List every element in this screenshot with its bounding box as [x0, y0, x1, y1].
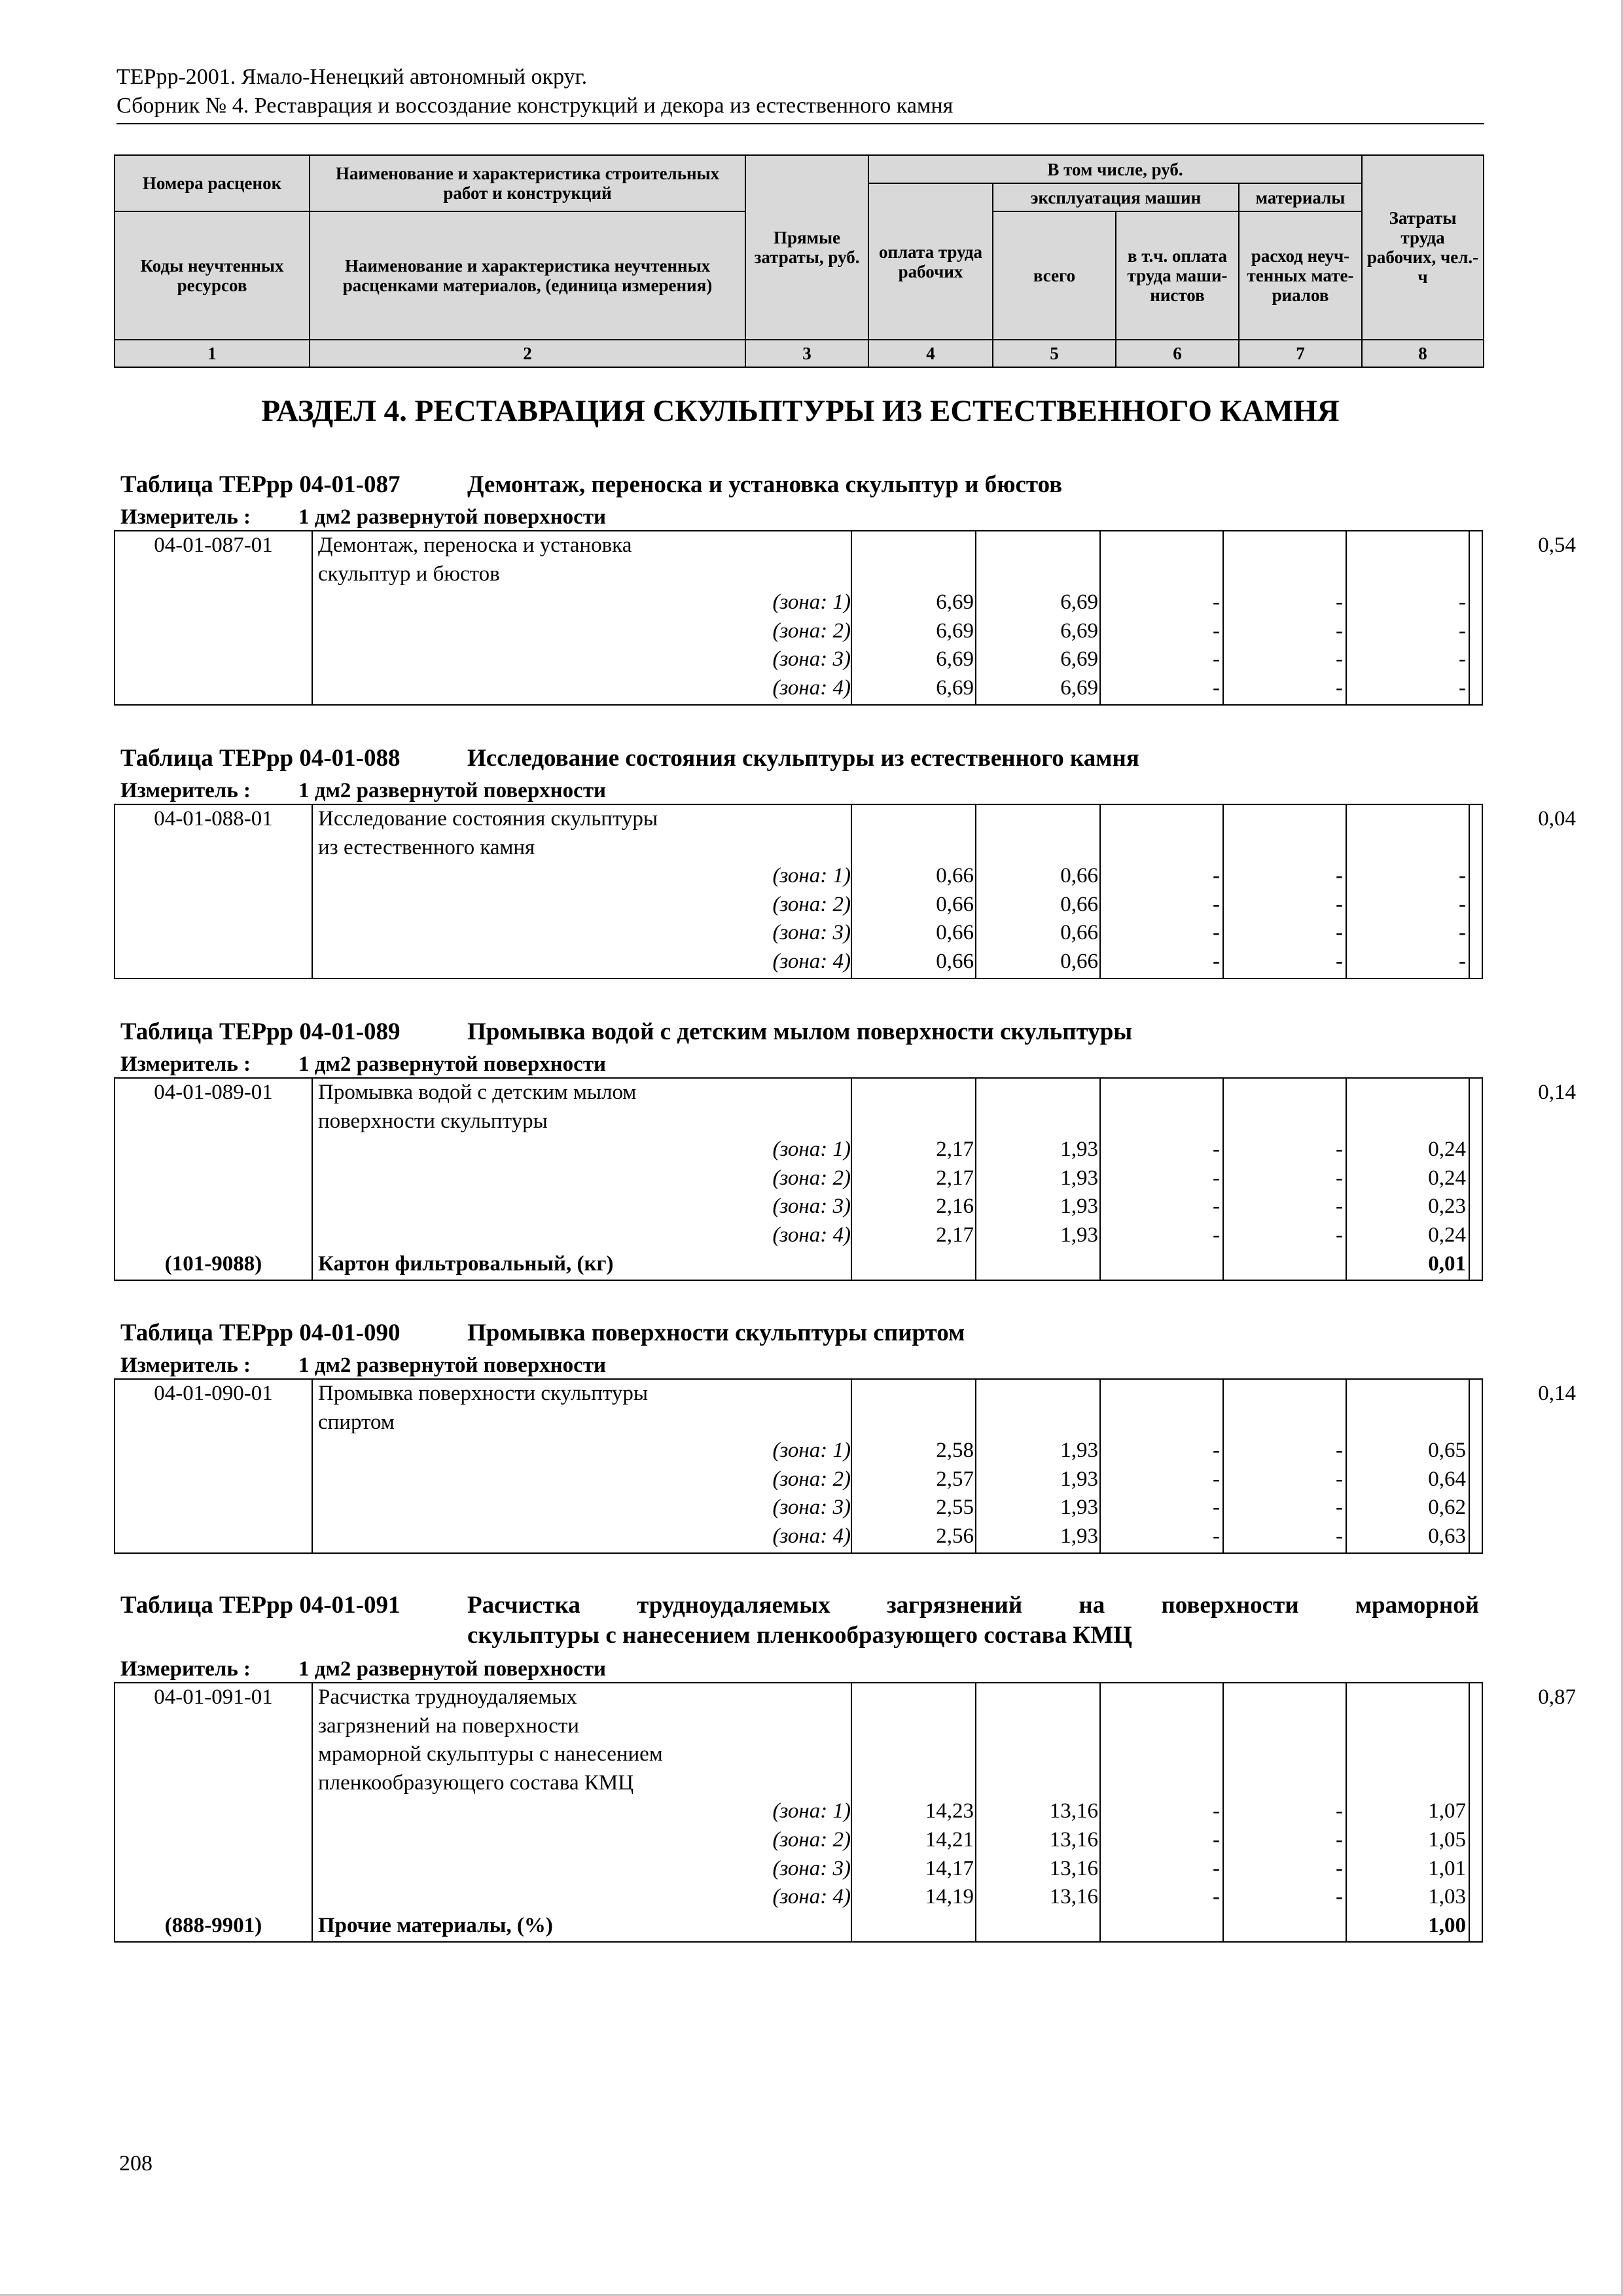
column-divider: [851, 1380, 852, 1552]
col-head-oplata-truda: оплата труда рабочих: [868, 183, 993, 340]
col-head-materialy: материалы: [1239, 183, 1362, 211]
machine-cost: -: [1213, 921, 1220, 944]
resource-code: (888-9901): [164, 1914, 262, 1937]
column-divider: [1469, 1380, 1470, 1552]
machine-cost: -: [1213, 1138, 1220, 1161]
rate-code: 04-01-090-01: [154, 1382, 273, 1405]
running-header-title: ТЕРрр-2001. Ямало-Ненецкий автономный округ.: [116, 65, 588, 89]
measure-value: 1 дм2 развернутой поверхности: [298, 1052, 607, 1076]
zone-label: (зона: 2): [772, 1166, 851, 1190]
table-title-label: Таблица ТЕРрр 04-01-087: [120, 471, 401, 498]
machine-cost: -: [1213, 1467, 1220, 1491]
direct-cost: 6,69: [936, 590, 974, 614]
col-head-raskhod: расход неуч-тенных мате-риалов: [1239, 211, 1362, 340]
rate-code: 04-01-087-01: [154, 533, 273, 557]
rate-table: [114, 1378, 1576, 1554]
column-divider: [975, 1079, 976, 1280]
zone-label: (зона: 4): [772, 1223, 851, 1247]
column-divider: [1469, 531, 1470, 704]
column-divider: [1222, 531, 1224, 704]
zone-label: (зона: 4): [772, 676, 851, 700]
column-divider: [1099, 805, 1101, 978]
zone-label: (зона: 4): [772, 1524, 851, 1548]
machine-cost: -: [1213, 1885, 1220, 1909]
rate-code: 04-01-088-01: [154, 807, 273, 831]
direct-cost: 6,69: [936, 619, 974, 643]
rate-name-line: Демонтаж, переноска и установка: [318, 533, 632, 557]
machinist-wage: -: [1336, 619, 1343, 643]
machinist-wage: -: [1336, 1138, 1343, 1161]
wage-cost: 0,66: [1060, 950, 1098, 973]
column-divider: [1346, 1380, 1347, 1552]
rate-name-line: пленкообразующего состава КМЦ: [318, 1771, 634, 1795]
labor-cost: 0,87: [1538, 1685, 1576, 1709]
measure-value: 1 дм2 развернутой поверхности: [298, 1657, 607, 1681]
rate-name-line: из естественного камня: [318, 836, 535, 859]
machinist-wage: -: [1336, 1223, 1343, 1247]
rate-code: 04-01-089-01: [154, 1081, 273, 1104]
machinist-wage: -: [1336, 1828, 1343, 1852]
zone-label: (зона: 2): [772, 893, 851, 916]
measure-line: [120, 1051, 606, 1077]
machinist-wage: -: [1336, 1467, 1343, 1491]
zone-label: (зона: 1): [772, 1439, 851, 1462]
column-divider: [1099, 1683, 1101, 1941]
column-divider: [1222, 805, 1224, 978]
machinist-wage: -: [1336, 1166, 1343, 1190]
machine-cost: -: [1213, 864, 1220, 888]
table-title: [120, 1318, 965, 1348]
resource-code: (101-9088): [164, 1252, 262, 1276]
wage-cost: 13,16: [1049, 1799, 1098, 1823]
wage-cost: 6,69: [1060, 619, 1098, 643]
direct-cost: 2,57: [936, 1467, 974, 1491]
table-title: [120, 470, 1062, 500]
col-num-6: 6: [1116, 340, 1239, 367]
direct-cost: 2,17: [936, 1166, 974, 1190]
table-title-word: на: [1079, 1592, 1105, 1619]
direct-cost: 2,58: [936, 1439, 974, 1462]
measure-line: [120, 1656, 606, 1682]
table-title-text: Промывка водой с детским мылом поверхности скульптуры: [467, 1018, 1133, 1045]
table-title-label: Таблица ТЕРрр 04-01-089: [120, 1018, 401, 1045]
column-divider: [975, 805, 976, 978]
col-num-2: 2: [310, 340, 745, 367]
measure-value: 1 дм2 развернутой поверхности: [298, 1354, 607, 1377]
machinist-wage: -: [1336, 1524, 1343, 1548]
material-cost: 0,62: [1428, 1496, 1466, 1519]
column-divider: [1346, 805, 1347, 978]
table-title-word: загрязнений: [886, 1592, 1023, 1619]
column-divider: [1346, 1079, 1347, 1280]
col-num-5: 5: [993, 340, 1116, 367]
zone-label: (зона: 4): [772, 950, 851, 973]
machine-cost: -: [1213, 676, 1220, 700]
resource-name: Прочие материалы, (%): [318, 1914, 553, 1937]
material-cost: -: [1459, 590, 1466, 614]
machine-cost: -: [1213, 647, 1220, 671]
rate-table: [114, 1682, 1576, 1943]
direct-cost: 6,69: [936, 647, 974, 671]
rate-table: [114, 804, 1576, 979]
machinist-wage: -: [1336, 1496, 1343, 1519]
measure-label: Измеритель :: [120, 779, 251, 802]
machine-cost: -: [1213, 1828, 1220, 1852]
zone-label: (зона: 1): [772, 864, 851, 888]
rate-name-line: Промывка водой с детским мылом: [318, 1081, 637, 1104]
machinist-wage: -: [1336, 1439, 1343, 1462]
table-title-word: мраморной: [1355, 1592, 1480, 1619]
wage-cost: 13,16: [1049, 1857, 1098, 1880]
machinist-wage: -: [1336, 864, 1343, 888]
column-divider: [851, 1683, 852, 1941]
wage-cost: 1,93: [1060, 1496, 1098, 1519]
machinist-wage: -: [1336, 921, 1343, 944]
measure-label: Измеритель :: [120, 1052, 251, 1076]
rate-name-line: спиртом: [318, 1410, 395, 1434]
table-title: [120, 1017, 1132, 1047]
zone-label: (зона: 3): [772, 1496, 851, 1519]
rate-name-line: загрязнений на поверхности: [318, 1714, 579, 1738]
machine-cost: -: [1213, 1439, 1220, 1462]
header-rule: [116, 123, 1484, 124]
material-cost: -: [1459, 950, 1466, 973]
labor-cost: 0,14: [1538, 1081, 1576, 1104]
col-head-naim-mater: Наименование и характеристика неучтенных расценками материалов, (единица измерения): [310, 211, 745, 340]
material-cost: 0,24: [1428, 1166, 1466, 1190]
wage-cost: 6,69: [1060, 590, 1098, 614]
column-divider: [1346, 1683, 1347, 1941]
labor-cost: 0,04: [1538, 807, 1576, 831]
zone-label: (зона: 3): [772, 1857, 851, 1880]
column-divider: [1099, 1079, 1101, 1280]
wage-cost: 13,16: [1049, 1828, 1098, 1852]
zone-label: (зона: 3): [772, 1194, 851, 1218]
direct-cost: 14,23: [925, 1799, 974, 1823]
measure-value: 1 дм2 развернутой поверхности: [298, 505, 607, 529]
column-divider: [1099, 531, 1101, 704]
column-divider: [1222, 1683, 1224, 1941]
table-title-line-2: скульптуры с нанесением пленкообразующего состава КМЦ: [467, 1622, 1132, 1649]
column-divider: [1469, 1683, 1470, 1941]
table-title-label: Таблица ТЕРрр 04-01-091: [120, 1592, 401, 1619]
measure-label: Измеритель :: [120, 1657, 251, 1681]
wage-cost: 1,93: [1060, 1524, 1098, 1548]
machine-cost: -: [1213, 1496, 1220, 1519]
machine-cost: -: [1213, 893, 1220, 916]
material-cost: 0,24: [1428, 1223, 1466, 1247]
wage-cost: 1,93: [1060, 1223, 1098, 1247]
column-divider: [1222, 1380, 1224, 1552]
col-num-8: 8: [1362, 340, 1484, 367]
col-head-naim-rabot: Наименование и характеристика строительных работ и конструкций: [310, 155, 745, 211]
machinist-wage: -: [1336, 590, 1343, 614]
measure-value: 1 дм2 развернутой поверхности: [298, 779, 607, 802]
machinist-wage: -: [1336, 893, 1343, 916]
rate-name-line: скульптур и бюстов: [318, 562, 500, 586]
material-cost: 0,65: [1428, 1439, 1466, 1462]
material-cost: -: [1459, 647, 1466, 671]
measure-line: [120, 504, 606, 530]
table-title-label: Таблица ТЕРрр 04-01-090: [120, 1319, 401, 1346]
machine-cost: -: [1213, 950, 1220, 973]
direct-cost: 14,19: [925, 1885, 974, 1909]
direct-cost: 0,66: [936, 950, 974, 973]
column-divider: [1469, 805, 1470, 978]
resource-consumption: 0,01: [1428, 1252, 1466, 1276]
zone-label: (зона: 2): [772, 1828, 851, 1852]
rate-name-line: Исследование состояния скульптуры: [318, 807, 658, 831]
zone-label: (зона: 3): [772, 647, 851, 671]
machinist-wage: -: [1336, 1799, 1343, 1823]
machinist-wage: -: [1336, 950, 1343, 973]
direct-cost: 2,56: [936, 1524, 974, 1548]
material-cost: -: [1459, 921, 1466, 944]
col-head-ekspl-mashin: эксплуатация машин: [993, 183, 1239, 211]
zone-label: (зона: 1): [772, 1799, 851, 1823]
measure-line: [120, 778, 606, 804]
table-title-label: Таблица ТЕРрр 04-01-088: [120, 745, 401, 772]
wage-cost: 6,69: [1060, 647, 1098, 671]
column-divider: [1099, 1380, 1101, 1552]
resource-name: Картон фильтровальный, (кг): [318, 1252, 614, 1276]
direct-cost: 2,17: [936, 1138, 974, 1161]
col-num-4: 4: [868, 340, 993, 367]
col-head-kody: Коды неучтенных ресурсов: [115, 211, 310, 340]
machinist-wage: -: [1336, 1885, 1343, 1909]
machine-cost: -: [1213, 1223, 1220, 1247]
machinist-wage: -: [1336, 676, 1343, 700]
table-title-word: трудноудаляемых: [637, 1592, 830, 1619]
material-cost: 0,64: [1428, 1467, 1466, 1491]
wage-cost: 1,93: [1060, 1166, 1098, 1190]
machinist-wage: -: [1336, 647, 1343, 671]
column-divider: [851, 1079, 852, 1280]
material-cost: 1,01: [1428, 1857, 1466, 1880]
measure-line: [120, 1352, 606, 1378]
direct-cost: 0,66: [936, 864, 974, 888]
column-header-table: [114, 154, 1484, 368]
wage-cost: 0,66: [1060, 893, 1098, 916]
column-divider: [1469, 1079, 1470, 1280]
table-title-text: Исследование состояния скульптуры из естественного камня: [467, 745, 1139, 772]
direct-cost: 14,17: [925, 1857, 974, 1880]
machinist-wage: -: [1336, 1857, 1343, 1880]
material-cost: 1,05: [1428, 1828, 1466, 1852]
zone-label: (зона: 2): [772, 619, 851, 643]
table-title-word: поверхности: [1161, 1592, 1299, 1619]
measure-label: Измеритель :: [120, 1354, 251, 1377]
rate-name-line: поверхности скульптуры: [318, 1109, 548, 1133]
table-title-word: Расчистка: [467, 1592, 580, 1619]
direct-cost: 2,16: [936, 1194, 974, 1218]
material-cost: -: [1459, 893, 1466, 916]
zone-label: (зона: 3): [772, 921, 851, 944]
material-cost: 1,07: [1428, 1799, 1466, 1823]
direct-cost: 2,17: [936, 1223, 974, 1247]
machine-cost: -: [1213, 1524, 1220, 1548]
column-divider: [1222, 1079, 1224, 1280]
wage-cost: 13,16: [1049, 1885, 1098, 1909]
zone-label: (зона: 4): [772, 1885, 851, 1909]
labor-cost: 0,14: [1538, 1382, 1576, 1405]
col-head-zatraty: Затраты труда рабочих, чел.-ч: [1362, 155, 1484, 340]
running-header-collection: Сборник № 4. Реставрация и воссоздание конструкций и декора из естественного камня: [116, 94, 954, 118]
labor-cost: 0,54: [1538, 533, 1576, 557]
machine-cost: -: [1213, 619, 1220, 643]
column-divider: [975, 1380, 976, 1552]
table-title-text: Демонтаж, переноска и установка скульптур и бюстов: [467, 471, 1063, 498]
table-title-line-1: [467, 1590, 1479, 1621]
column-divider: [975, 531, 976, 704]
machine-cost: -: [1213, 1857, 1220, 1880]
col-head-vsego: всего: [993, 211, 1116, 340]
page-number: 208: [119, 2151, 152, 2176]
material-cost: 1,03: [1428, 1885, 1466, 1909]
wage-cost: 1,93: [1060, 1439, 1098, 1462]
direct-cost: 6,69: [936, 676, 974, 700]
section-title: РАЗДЕЛ 4. РЕСТАВРАЦИЯ СКУЛЬПТУРЫ ИЗ ЕСТЕСТВЕННОГО КАМНЯ: [261, 394, 1340, 428]
measure-label: Измеритель :: [120, 505, 251, 529]
rate-name-line: мраморной скульптуры с нанесением: [318, 1742, 663, 1766]
column-divider: [1346, 531, 1347, 704]
column-divider: [851, 531, 852, 704]
rate-name-line: Промывка поверхности скульптуры: [318, 1382, 649, 1405]
zone-label: (зона: 2): [772, 1467, 851, 1491]
material-cost: -: [1459, 619, 1466, 643]
direct-cost: 0,66: [936, 921, 974, 944]
wage-cost: 6,69: [1060, 676, 1098, 700]
col-head-v-tch: в т.ч. оплата труда маши-нистов: [1116, 211, 1239, 340]
rate-table: [114, 1077, 1576, 1281]
material-cost: -: [1459, 864, 1466, 888]
direct-cost: 0,66: [936, 893, 974, 916]
zone-label: (зона: 1): [772, 590, 851, 614]
wage-cost: 1,93: [1060, 1194, 1098, 1218]
col-num-3: 3: [745, 340, 868, 367]
col-num-1: 1: [115, 340, 310, 367]
zone-label: (зона: 1): [772, 1138, 851, 1161]
rate-name-line: Расчистка трудноудаляемых: [318, 1685, 577, 1709]
resource-consumption: 1,00: [1428, 1914, 1466, 1937]
material-cost: 0,23: [1428, 1194, 1466, 1218]
wage-cost: 0,66: [1060, 864, 1098, 888]
table-title-text: Промывка поверхности скульптуры спиртом: [467, 1319, 965, 1346]
machine-cost: -: [1213, 1799, 1220, 1823]
machine-cost: -: [1213, 1166, 1220, 1190]
material-cost: 0,63: [1428, 1524, 1466, 1548]
wage-cost: 1,93: [1060, 1467, 1098, 1491]
rate-code: 04-01-091-01: [154, 1685, 273, 1709]
column-divider: [975, 1683, 976, 1941]
rate-table: [114, 530, 1576, 706]
wage-cost: 1,93: [1060, 1138, 1098, 1161]
wage-cost: 0,66: [1060, 921, 1098, 944]
direct-cost: 2,55: [936, 1496, 974, 1519]
col-head-v-tom-chisle: В том числе, руб.: [868, 155, 1362, 183]
machinist-wage: -: [1336, 1194, 1343, 1218]
direct-cost: 14,21: [925, 1828, 974, 1852]
col-head-nomera: Номера расценок: [115, 155, 310, 211]
machine-cost: -: [1213, 590, 1220, 614]
table-title: [120, 744, 1139, 774]
material-cost: 0,24: [1428, 1138, 1466, 1161]
material-cost: -: [1459, 676, 1466, 700]
column-divider: [851, 805, 852, 978]
col-num-7: 7: [1239, 340, 1362, 367]
col-head-pryamye: Прямые затраты, руб.: [745, 155, 868, 340]
machine-cost: -: [1213, 1194, 1220, 1218]
